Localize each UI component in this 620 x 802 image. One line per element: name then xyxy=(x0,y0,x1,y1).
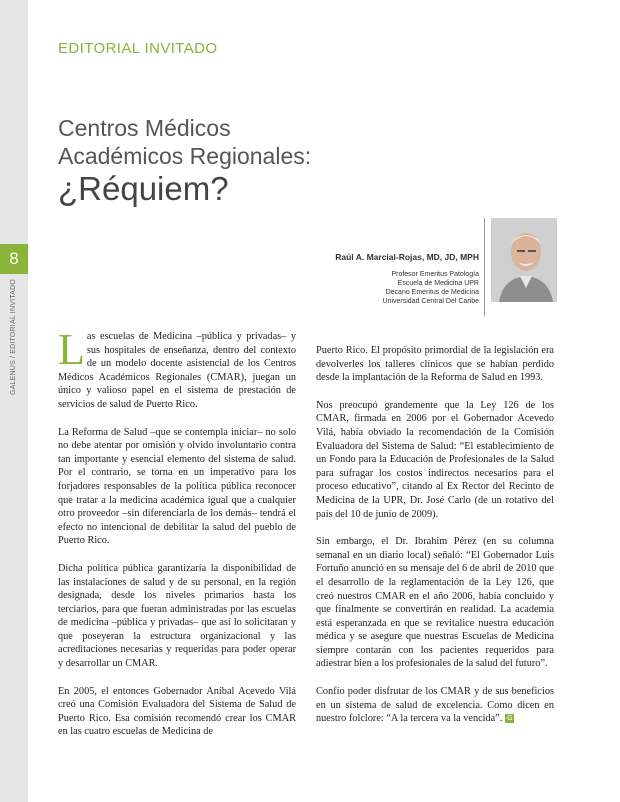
paragraph: La Reforma de Salud –que se contempla iniciar– no solo no debe atentar por omisión y olvido involuntario contra tan importante y esencial elemento del sistema de salud. Por el contrario, se torna en un imperativo para los forjadores responsables de la política pública reconocer que tratar a la medicina académica igual que a cualquier otro proveedor –sin diferenciarla de los demás– tendrá el efecto no intencional de debilitar la salud del pueblo de Puerto Rico. xyxy=(58,426,296,547)
paragraph xyxy=(58,325,296,412)
title-lines xyxy=(58,114,311,170)
paragraph: Sin embargo, el Dr. Ibrahim Pérez (en su columna semanal en un diario local) señaló: “El Gobernador Luis Fortuño anunció en su mensaje del 6 de abril de 2010 que el desarrollo de la reglamentación de la Ley 126, que creó nuestros CMAR en el año 2006, había concluido y que finalmente se convertirán en realidad. La academia está esperanzada en que se revitalice nuestra educación médica y se asegure que nuestras Escuelas de Medicina siempre contarán con los pacientes requeridos para adiestrar bien a los profesionales de la salud del futuro”. xyxy=(316,536,554,670)
author-credential: Escuela de Medicina UPR xyxy=(397,280,479,287)
portrait-icon xyxy=(491,218,557,302)
author-credential: Universidad Central Del Caribe xyxy=(382,298,479,305)
author-block xyxy=(335,252,479,306)
author-credential: Decano Emeritus de Medicina xyxy=(385,289,479,296)
paragraph: Dicha política pública garantizaría la disponibilidad de las instalaciones de salud y de su personal, en la región designada, desde los niveles primarios hasta los terciarios, para que fueran administradas por las escuelas de medicina –pública y privadas– que así lo solicitaran y que poseyeran la estructura organizacional y las acreditaciones necesarias y requeridas para poder operar y desarrollar un CMAR. xyxy=(58,562,296,670)
author-name: Raúl A. Marcial-Rojas, MD, JD, MPH xyxy=(335,252,479,262)
author-divider xyxy=(484,218,485,316)
paragraph: Nos preocupó grandemente que la Ley 126 de los CMAR, firmada en 2006 por el Gobernador Acevedo Vilá, había obviado la recomendación de la Comisión Evaluadora del Sistema de Salud: “El establecimiento de un Fondo para la Educación de Profesionales de la Salud para sufragar los costos indirectos necesarios para el proceso educativo”, citando al Ex Rector del Recinto de Medicina de la UPR, Dr. José Carlo (de un rotativo del país del 10 de junio de 2009). xyxy=(316,399,554,520)
page-title: ¿Réquiem? xyxy=(58,170,229,207)
body-column-left xyxy=(58,325,296,753)
title-line-2: Académicos Regionales: xyxy=(58,143,312,169)
author-credential: Profesor Emeritus Patología xyxy=(391,271,479,278)
paragraph-text: as escuelas de Medicina –pública y privadas– y sus hospitales de enseñanza, dentro del contexto de un modelo docente asistencial de los Centros Médicos Académicos Regionales (CMAR), juegan un único y valioso papel en el sistema de prestación de servicios de salud de Puerto Rico. xyxy=(58,331,296,410)
paragraph: En 2005, el entonces Gobernador Aníbal Acevedo Vilá creó una Comisión Evaluadora del Sistema de Salud de Puerto Rico. Esa comisión recomendó crear los CMAR en las cuatro escuelas de Medicina de xyxy=(58,685,296,738)
author-photo xyxy=(491,218,557,302)
title-line-1: Centros Médicos xyxy=(58,115,231,141)
end-mark-icon: G xyxy=(507,715,513,723)
paragraph-text: Confío poder disfrutar de los CMAR y de sus beneficios en un sistema de salud de excelencia. Como dicen en nuestro folclore: “A la tercera va la vencida”. xyxy=(316,686,554,725)
sidebar xyxy=(0,0,28,802)
body-column-right xyxy=(316,344,554,740)
running-head-text: GALENUS / EDITORIAL INVITADO xyxy=(10,279,17,395)
drop-cap: L xyxy=(58,325,85,374)
page-number: 8 xyxy=(0,244,28,274)
paragraph xyxy=(316,685,554,726)
paragraph: Puerto Rico. El propósito primordial de la legislación era devolverles los talleres clínicos que se habían perdido desde la implantación de la Reforma de Salud en 1993. xyxy=(316,345,554,384)
section-label: EDITORIAL INVITADO xyxy=(58,40,218,57)
